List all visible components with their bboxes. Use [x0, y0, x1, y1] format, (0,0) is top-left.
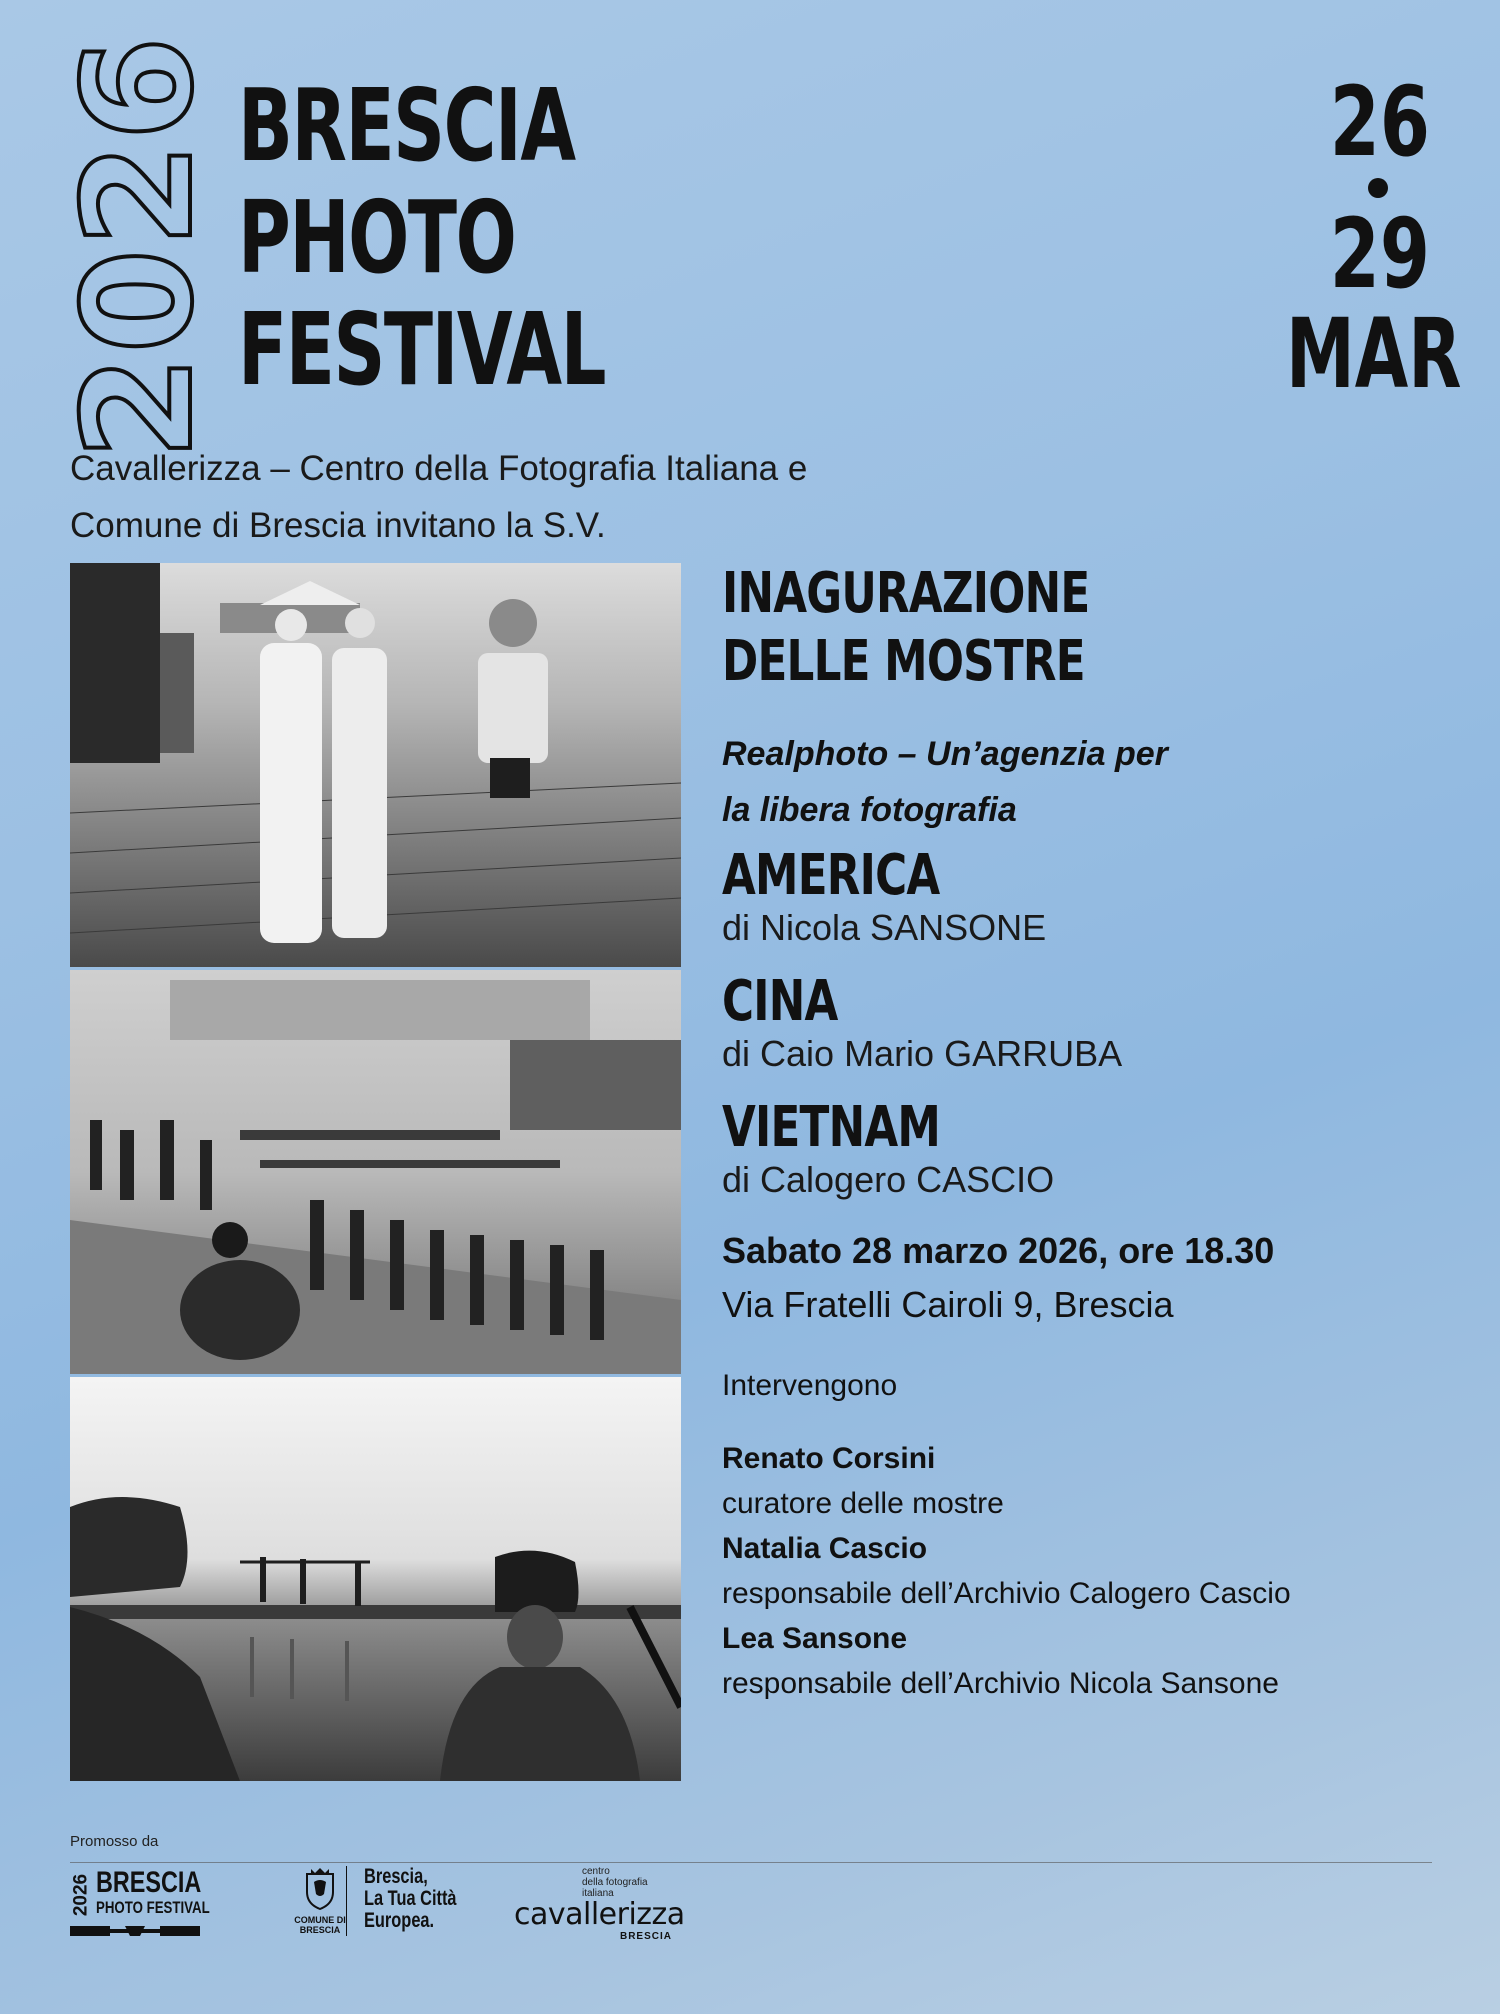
speaker-role: responsabile dell’Archivio Calogero Cascio — [722, 1577, 1291, 1610]
date-start: 26 — [1329, 66, 1430, 178]
heading-line-2: DELLE MOSTRE — [722, 629, 1085, 694]
exhibition-author-america: di Nicola SANSONE — [722, 907, 1047, 948]
title-line-1: BRESCIA — [238, 67, 575, 184]
comune-label-1: COMUNE DI — [294, 1915, 346, 1925]
exhibition-author-cina: di Caio Mario GARRUBA — [722, 1033, 1123, 1074]
exhibitions-list — [722, 843, 1442, 1202]
photo-america — [70, 563, 681, 967]
cav-small-line-3: italiana — [582, 1888, 614, 1899]
exhibition-title-america: AMERICA — [722, 843, 940, 908]
intro-line-1: Cavallerizza – Centro della Fotografia Italiana e — [70, 449, 808, 488]
date-month: MAR — [1286, 298, 1462, 410]
exhibition-author-vietnam: di Calogero CASCIO — [722, 1159, 1055, 1200]
logo-bpf-subtitle: PHOTO FESTIVAL — [96, 1898, 210, 1917]
festival-title — [238, 67, 606, 408]
date-separator-dot — [1368, 178, 1388, 198]
speaker-role: responsabile dell’Archivio Nicola Sansone — [722, 1667, 1279, 1700]
crest-icon — [303, 1866, 337, 1910]
cav-small-line-2: della fotografia — [582, 1877, 648, 1888]
speaker-name: Natalia Cascio — [722, 1532, 928, 1565]
exhibition-subtitle — [722, 726, 1282, 838]
cav-name: cavallerizza — [514, 1897, 685, 1932]
exhibition-title-cina: CINA — [722, 969, 838, 1034]
btce-line-1: Brescia, — [364, 1865, 428, 1888]
subtitle-line-1: Realphoto – Un’agenzia per — [722, 735, 1168, 773]
festival-year-vertical — [52, 34, 226, 460]
festival-year-text: 2026 — [52, 34, 226, 460]
speaker-name: Lea Sansone — [722, 1622, 908, 1655]
speakers-list — [722, 1436, 1442, 1706]
btce-line-2: La Tua Città — [364, 1887, 457, 1910]
clothespin-bar-icon — [70, 1926, 200, 1936]
brescia-citta-europea-logo — [364, 1866, 474, 1932]
brescia-photo-festival-logo — [70, 1866, 210, 1938]
date-end: 29 — [1329, 198, 1430, 310]
logo-bpf-title: BRESCIA — [96, 1866, 202, 1899]
speaker-name: Renato Corsini — [722, 1442, 936, 1475]
comune-di-brescia-logo — [290, 1866, 350, 1941]
speaker-role: curatore delle mostre — [722, 1487, 1004, 1520]
title-line-3: FESTIVAL — [238, 291, 606, 408]
btce-line-3: Europea. — [364, 1909, 435, 1932]
cav-city: BRESCIA — [619, 1931, 672, 1942]
cavallerizza-logo — [514, 1866, 684, 1942]
logo-separator — [346, 1866, 347, 1936]
title-line-2: PHOTO — [238, 179, 516, 296]
logo-bpf-year-text: 2026 — [70, 1873, 92, 1917]
promoted-by-label: Promosso da — [70, 1833, 159, 1850]
logo-bpf-year — [70, 1872, 92, 1918]
event-address: Via Fratelli Cairoli 9, Brescia — [722, 1284, 1174, 1325]
speakers-intro: Intervengono — [722, 1369, 898, 1402]
photo-cina — [70, 970, 681, 1374]
heading-line-1: INAGURAZIONE — [722, 561, 1090, 626]
event-date-time: Sabato 28 marzo 2026, ore 18.30 — [722, 1230, 1275, 1271]
comune-label-2: BRESCIA — [299, 1925, 341, 1935]
invitation-intro — [70, 440, 1070, 554]
subtitle-line-2: la libera fotografia — [722, 791, 1017, 829]
festival-dates — [1230, 66, 1462, 410]
exhibition-title-vietnam: VIETNAM — [722, 1095, 941, 1160]
photo-vietnam — [70, 1377, 681, 1781]
footer-divider — [70, 1862, 1432, 1863]
event-info — [722, 560, 1442, 1706]
cav-small-line-1: centro — [582, 1866, 610, 1877]
photo-column — [70, 563, 681, 1784]
intro-line-2: Comune di Brescia invitano la S.V. — [70, 506, 606, 545]
